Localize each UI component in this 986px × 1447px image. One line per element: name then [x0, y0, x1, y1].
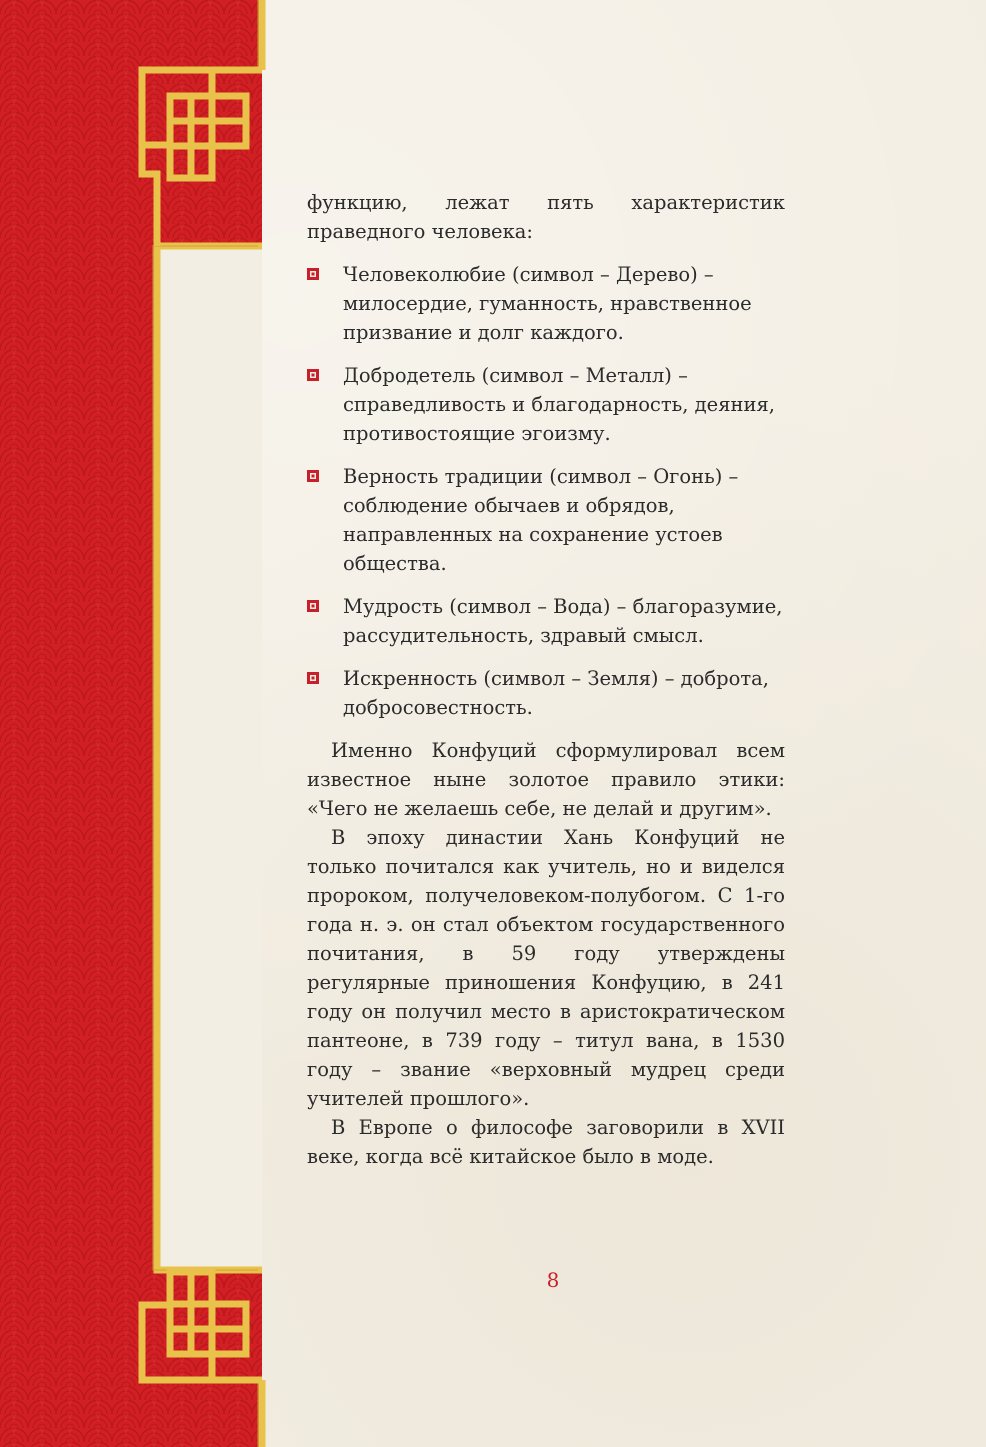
- list-item: [307, 664, 785, 722]
- square-bullet-icon: [307, 470, 319, 482]
- body-paragraph: Именно Конфуций сформулировал всем известное ныне золотое правило этики: «Чего не желаешь себе, не делай и другим».: [307, 739, 785, 820]
- intro-paragraph: функцию, лежат пять характеристик праведного человека:: [307, 191, 785, 243]
- traits-list: [307, 260, 785, 722]
- trait-text: Искренность (символ – Земля) – доброта, добросовестность.: [343, 667, 769, 719]
- page-number: 8: [546, 1268, 560, 1292]
- square-bullet-icon: [307, 600, 319, 612]
- list-item: [307, 462, 785, 578]
- square-bullet-icon: [307, 672, 319, 684]
- body-paragraph: В Европе о философе заговорили в XVII веке, когда всё китайское было в моде.: [307, 1116, 785, 1168]
- list-item: [307, 361, 785, 448]
- square-bullet-icon: [307, 268, 319, 280]
- square-bullet-icon: [307, 369, 319, 381]
- list-item: [307, 592, 785, 650]
- main-text: [307, 188, 785, 1171]
- trait-text: Верность традиции (символ – Огонь) – соблюдение обычаев и обрядов, направленных на сохранение устоев общества.: [343, 465, 739, 575]
- list-item: [307, 260, 785, 347]
- trait-text: Человеколюбие (символ – Дерево) – милосердие, гуманность, нравственное призвание и долг каждого.: [343, 263, 752, 344]
- trait-text: Мудрость (символ – Вода) – благоразумие, рассудительность, здравый смысл.: [343, 595, 783, 647]
- trait-text: Добродетель (символ – Металл) – справедливость и благодарность, деяния, противостоящие эгоизму.: [343, 364, 775, 445]
- body-paragraph: В эпоху династии Хань Конфуций не только почитался как учитель, но и виделся пророком, получеловеком-полубогом. С 1-го года н. э. он стал объектом государственного почитания, в 59 году утверждены регулярные приношения Конфуцию, в 241 году он получил место в аристократическом пантеоне, в 739 году – титул вана, в 1530 году – звание «верховный мудрец среди учителей прошлого».: [307, 826, 785, 1110]
